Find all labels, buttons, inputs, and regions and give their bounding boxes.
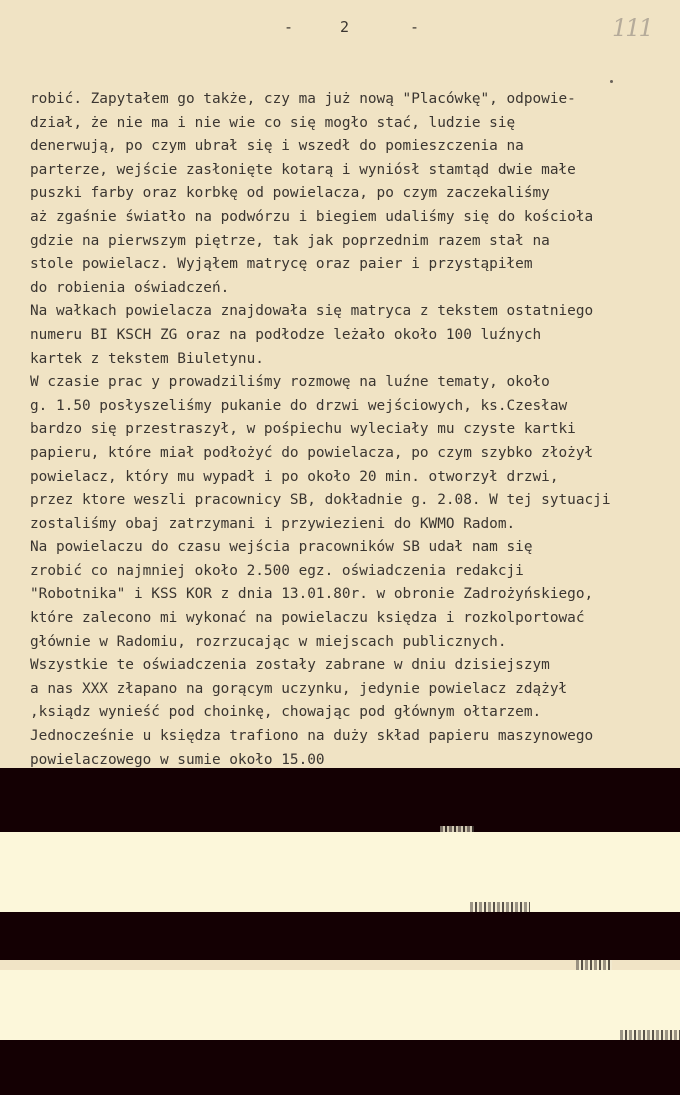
text-line: papieru, które miał podłożyć do powielacza, po czym szybko złożył	[30, 444, 594, 461]
text-line: zrobić co najmniej około 2.500 egz. oświadczenia redakcji	[30, 562, 524, 579]
text-line: gdzie na pierwszym piętrze, tak jak poprzednim razem stał na	[30, 232, 550, 249]
text-line: robić. Zapytałem go także, czy ma już nową "Placówkę", odpowie-	[30, 91, 576, 107]
text-line: g. 1.50 posłyszeliśmy pukanie do drzwi wejściowych, ks.Czesław	[30, 397, 568, 414]
text-line: aż zgaśnie światło na podwórzu i biegiem udaliśmy się do kościoła	[30, 208, 594, 225]
text-line: bardzo się przestraszył, w pośpiechu wyleciały mu czyste kartki	[30, 421, 576, 438]
text-line: do robienia oświadczeń.	[30, 279, 230, 296]
text-line: Na wałkach powielacza znajdowała się matryca z tekstem ostatniego	[30, 303, 594, 320]
text-line: ,ksiądz wynieść pod choinkę, chowając pod głównym ołtarzem.	[30, 704, 542, 721]
scan-noise	[470, 902, 530, 912]
scan-artifact-dark-band	[0, 1040, 680, 1095]
scan-artifact-dark-band	[0, 768, 680, 832]
header-dash-left: -	[284, 18, 294, 36]
text-line: powielacz, który mu wypadł i po około 20 min. otworzył drzwi,	[30, 468, 559, 485]
text-line: a nas XXX złapano na gorącym uczynku, jedynie powielacz zdążył	[30, 680, 568, 697]
scan-artifact-light-band	[0, 832, 680, 912]
text-line: Jednocześnie u księdza trafiono na duży skład papieru maszynowego	[30, 728, 594, 745]
text-line: W czasie prac y prowadziliśmy rozmowę na luźne tematy, około	[30, 374, 550, 391]
page-header	[0, 14, 680, 42]
text-line: Wszystkie te oświadczenia zostały zabrane w dniu dzisiejszym	[30, 657, 550, 674]
scan-noise	[620, 1030, 680, 1040]
text-line: puszki farby oraz korbkę od powielacza, po czym zaczekaliśmy	[30, 185, 550, 202]
text-line: powielaczowego w sumie około 15.00	[30, 751, 325, 768]
text-line: zostaliśmy obaj zatrzymani i przywiezieni do KWMO Radom.	[30, 515, 516, 532]
header-dash-right: -	[410, 18, 420, 36]
text-line: przez ktore weszli pracownicy SB, dokładnie g. 2.08. W tej sytuacji	[30, 492, 611, 509]
handwritten-page-mark: 111	[612, 14, 652, 42]
text-line: które zalecono mi wykonać na powielaczu księdza i rozkolportować	[30, 610, 585, 627]
scan-noise	[576, 960, 612, 970]
scan-artifact-light-band	[0, 970, 680, 1040]
text-line: numeru BI KSCH ZG oraz na podłodze leżało około 100 luźnych	[30, 326, 542, 343]
text-line: stole powielacz. Wyjąłem matrycę oraz paier i przystąpiłem	[30, 256, 533, 273]
text-line: denerwują, po czym ubrał się i wszedł do pomieszczenia na	[30, 138, 524, 155]
text-line: dział, że nie ma i nie wie co się mogło stać, ludzie się	[30, 114, 516, 131]
ink-dot	[610, 80, 613, 83]
text-line: Na powielaczu do czasu wejścia pracowników SB udał nam się	[30, 539, 533, 556]
page-number: 2	[340, 18, 350, 36]
scan-artifact-dark-band	[0, 912, 680, 960]
text-line: głównie w Radomiu, rozrzucając w miejscach publicznych.	[30, 633, 507, 650]
text-line: parterze, wejście zasłonięte kotarą i wyniósł stamtąd dwie małe	[30, 161, 576, 178]
text-line: kartek z tekstem Biuletynu.	[30, 350, 264, 367]
body-text	[30, 88, 680, 768]
text-line: "Robotnika" i KSS KOR z dnia 13.01.80r. w obronie Zadrożyńskiego,	[30, 586, 594, 603]
